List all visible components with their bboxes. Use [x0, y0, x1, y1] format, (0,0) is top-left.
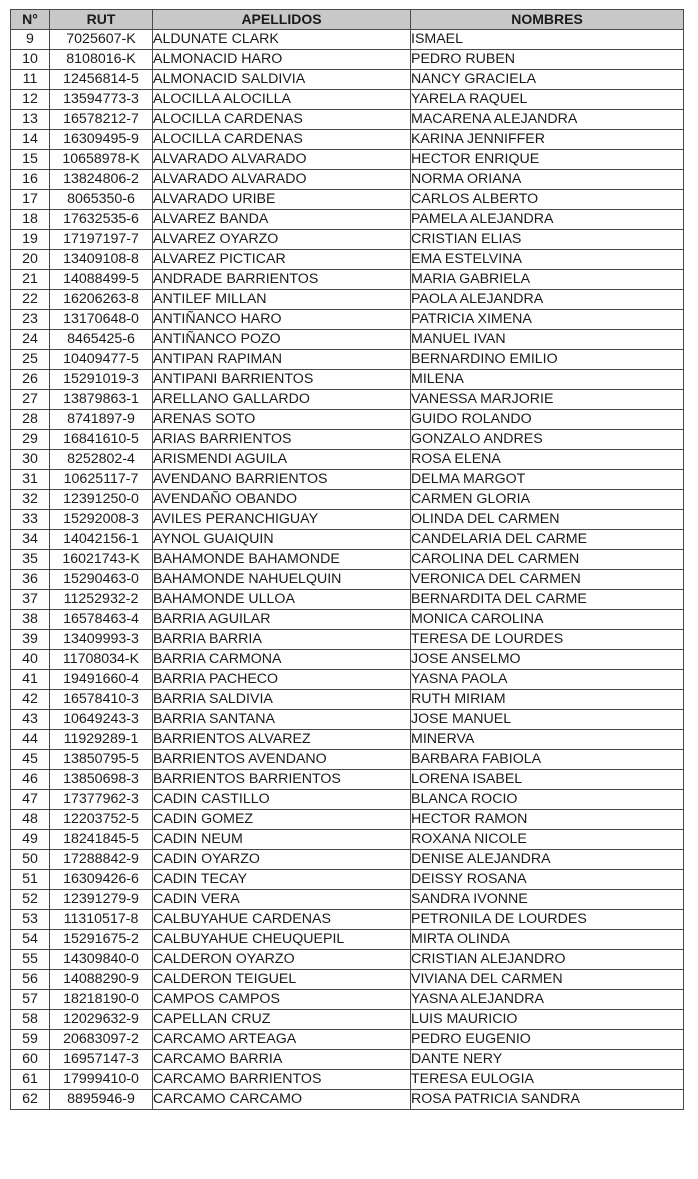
header-rut: RUT [50, 10, 153, 30]
row-rut: 17288842-9 [50, 850, 153, 870]
row-number: 21 [11, 270, 50, 290]
row-rut: 10649243-3 [50, 710, 153, 730]
row-nombres: PETRONILA DE LOURDES [411, 910, 684, 930]
table-row [11, 410, 684, 430]
table-row [11, 750, 684, 770]
row-apellidos: ANTILEF MILLAN [153, 290, 411, 310]
row-nombres: JOSE ANSELMO [411, 650, 684, 670]
row-apellidos: ARELLANO GALLARDO [153, 390, 411, 410]
row-rut: 16309495-9 [50, 130, 153, 150]
row-number: 33 [11, 510, 50, 530]
row-apellidos: CADIN CASTILLO [153, 790, 411, 810]
row-nombres: EMA ESTELVINA [411, 250, 684, 270]
table-row [11, 1050, 684, 1070]
row-rut: 18241845-5 [50, 830, 153, 850]
row-rut: 16841610-5 [50, 430, 153, 450]
table-row [11, 490, 684, 510]
row-rut: 13850795-5 [50, 750, 153, 770]
row-rut: 15292008-3 [50, 510, 153, 530]
row-apellidos: ALMONACID SALDIVIA [153, 70, 411, 90]
table-row [11, 850, 684, 870]
row-nombres: BLANCA ROCIO [411, 790, 684, 810]
row-nombres: LORENA ISABEL [411, 770, 684, 790]
table-row [11, 130, 684, 150]
row-number: 36 [11, 570, 50, 590]
row-apellidos: CADIN TECAY [153, 870, 411, 890]
row-number: 40 [11, 650, 50, 670]
row-nombres: KARINA JENNIFFER [411, 130, 684, 150]
row-apellidos: ALVARADO ALVARADO [153, 150, 411, 170]
row-number: 52 [11, 890, 50, 910]
row-number: 12 [11, 90, 50, 110]
row-nombres: BERNARDINO EMILIO [411, 350, 684, 370]
row-rut: 11252932-2 [50, 590, 153, 610]
row-apellidos: ANTIÑANCO HARO [153, 310, 411, 330]
row-apellidos: CALDERON OYARZO [153, 950, 411, 970]
table-header [11, 10, 684, 30]
table-row [11, 210, 684, 230]
row-apellidos: CAMPOS CAMPOS [153, 990, 411, 1010]
table-row [11, 510, 684, 530]
row-nombres: SANDRA IVONNE [411, 890, 684, 910]
row-nombres: YARELA RAQUEL [411, 90, 684, 110]
row-apellidos: ANTIÑANCO POZO [153, 330, 411, 350]
table-row [11, 690, 684, 710]
row-rut: 10658978-K [50, 150, 153, 170]
row-number: 35 [11, 550, 50, 570]
row-nombres: NORMA ORIANA [411, 170, 684, 190]
table-row [11, 1070, 684, 1090]
table-row [11, 70, 684, 90]
row-nombres: ROSA PATRICIA SANDRA [411, 1090, 684, 1110]
table-row [11, 1010, 684, 1030]
table-row [11, 890, 684, 910]
row-nombres: TERESA EULOGIA [411, 1070, 684, 1090]
row-apellidos: BAHAMONDE NAHUELQUIN [153, 570, 411, 590]
row-nombres: BERNARDITA DEL CARME [411, 590, 684, 610]
row-apellidos: BARRIENTOS BARRIENTOS [153, 770, 411, 790]
row-number: 9 [11, 30, 50, 50]
header-apellidos: APELLIDOS [153, 10, 411, 30]
row-rut: 17999410-0 [50, 1070, 153, 1090]
row-apellidos: ALOCILLA CARDENAS [153, 130, 411, 150]
row-nombres: PEDRO EUGENIO [411, 1030, 684, 1050]
table-row [11, 570, 684, 590]
row-nombres: VERONICA DEL CARMEN [411, 570, 684, 590]
row-apellidos: ALOCILLA ALOCILLA [153, 90, 411, 110]
row-nombres: JOSE MANUEL [411, 710, 684, 730]
row-rut: 10625117-7 [50, 470, 153, 490]
row-rut: 15290463-0 [50, 570, 153, 590]
row-number: 37 [11, 590, 50, 610]
row-nombres: MACARENA ALEJANDRA [411, 110, 684, 130]
row-apellidos: ANDRADE BARRIENTOS [153, 270, 411, 290]
row-number: 25 [11, 350, 50, 370]
row-number: 38 [11, 610, 50, 630]
row-number: 24 [11, 330, 50, 350]
row-number: 11 [11, 70, 50, 90]
row-number: 18 [11, 210, 50, 230]
row-nombres: LUIS MAURICIO [411, 1010, 684, 1030]
table-row [11, 650, 684, 670]
row-apellidos: ANTIPANI BARRIENTOS [153, 370, 411, 390]
table-row [11, 430, 684, 450]
row-apellidos: BARRIA CARMONA [153, 650, 411, 670]
row-apellidos: CADIN GOMEZ [153, 810, 411, 830]
row-number: 51 [11, 870, 50, 890]
table-row [11, 390, 684, 410]
row-number: 23 [11, 310, 50, 330]
table-row [11, 790, 684, 810]
row-rut: 16309426-6 [50, 870, 153, 890]
row-number: 60 [11, 1050, 50, 1070]
table-row [11, 50, 684, 70]
row-nombres: PAMELA ALEJANDRA [411, 210, 684, 230]
row-rut: 16578463-4 [50, 610, 153, 630]
row-apellidos: CARCAMO BARRIA [153, 1050, 411, 1070]
row-number: 19 [11, 230, 50, 250]
row-number: 17 [11, 190, 50, 210]
table-row [11, 930, 684, 950]
row-apellidos: CARCAMO ARTEAGA [153, 1030, 411, 1050]
table-row [11, 1090, 684, 1110]
row-nombres: MILENA [411, 370, 684, 390]
row-apellidos: ALVAREZ PICTICAR [153, 250, 411, 270]
row-apellidos: CADIN VERA [153, 890, 411, 910]
row-number: 43 [11, 710, 50, 730]
table-row [11, 230, 684, 250]
row-number: 31 [11, 470, 50, 490]
row-nombres: CANDELARIA DEL CARME [411, 530, 684, 550]
row-nombres: DELMA MARGOT [411, 470, 684, 490]
header-num: N° [11, 10, 50, 30]
table-row [11, 290, 684, 310]
row-number: 49 [11, 830, 50, 850]
row-nombres: GONZALO ANDRES [411, 430, 684, 450]
row-nombres: TERESA DE LOURDES [411, 630, 684, 650]
row-rut: 12391279-9 [50, 890, 153, 910]
table-row [11, 630, 684, 650]
row-nombres: DEISSY ROSANA [411, 870, 684, 890]
row-nombres: MINERVA [411, 730, 684, 750]
row-nombres: DANTE NERY [411, 1050, 684, 1070]
row-rut: 13170648-0 [50, 310, 153, 330]
row-nombres: NANCY GRACIELA [411, 70, 684, 90]
table-row [11, 470, 684, 490]
row-nombres: MIRTA OLINDA [411, 930, 684, 950]
row-number: 54 [11, 930, 50, 950]
table-row [11, 530, 684, 550]
table-row [11, 970, 684, 990]
row-rut: 15291675-2 [50, 930, 153, 950]
row-number: 55 [11, 950, 50, 970]
row-rut: 13824806-2 [50, 170, 153, 190]
row-number: 39 [11, 630, 50, 650]
row-nombres: HECTOR ENRIQUE [411, 150, 684, 170]
table-row [11, 250, 684, 270]
table-row [11, 710, 684, 730]
row-number: 16 [11, 170, 50, 190]
row-rut: 19491660-4 [50, 670, 153, 690]
row-rut: 16578212-7 [50, 110, 153, 130]
header-nombres: NOMBRES [411, 10, 684, 30]
row-number: 58 [11, 1010, 50, 1030]
row-nombres: CRISTIAN ELIAS [411, 230, 684, 250]
table-row [11, 110, 684, 130]
row-rut: 14309840-0 [50, 950, 153, 970]
table-row [11, 810, 684, 830]
table-body [11, 30, 684, 1110]
row-number: 44 [11, 730, 50, 750]
row-nombres: VANESSA MARJORIE [411, 390, 684, 410]
header-row [11, 10, 684, 30]
row-rut: 10409477-5 [50, 350, 153, 370]
row-number: 22 [11, 290, 50, 310]
row-rut: 16206263-8 [50, 290, 153, 310]
table-row [11, 330, 684, 350]
row-apellidos: AYNOL GUAIQUIN [153, 530, 411, 550]
row-rut: 18218190-0 [50, 990, 153, 1010]
row-apellidos: ALOCILLA CARDENAS [153, 110, 411, 130]
row-number: 14 [11, 130, 50, 150]
table-row [11, 770, 684, 790]
row-number: 56 [11, 970, 50, 990]
row-rut: 11310517-8 [50, 910, 153, 930]
row-nombres: YASNA ALEJANDRA [411, 990, 684, 1010]
row-apellidos: BARRIA SALDIVIA [153, 690, 411, 710]
row-rut: 12456814-5 [50, 70, 153, 90]
row-number: 62 [11, 1090, 50, 1110]
table-row [11, 950, 684, 970]
table-row [11, 910, 684, 930]
row-nombres: YASNA PAOLA [411, 670, 684, 690]
row-apellidos: CADIN NEUM [153, 830, 411, 850]
row-nombres: CARLOS ALBERTO [411, 190, 684, 210]
row-rut: 8895946-9 [50, 1090, 153, 1110]
row-number: 47 [11, 790, 50, 810]
row-number: 59 [11, 1030, 50, 1050]
roster-table [10, 9, 684, 1110]
row-rut: 14088499-5 [50, 270, 153, 290]
row-rut: 11708034-K [50, 650, 153, 670]
row-number: 42 [11, 690, 50, 710]
table-row [11, 830, 684, 850]
row-rut: 12029632-9 [50, 1010, 153, 1030]
row-rut: 13879863-1 [50, 390, 153, 410]
row-nombres: MANUEL IVAN [411, 330, 684, 350]
table-row [11, 190, 684, 210]
row-rut: 13409108-8 [50, 250, 153, 270]
row-apellidos: ALDUNATE CLARK [153, 30, 411, 50]
row-nombres: PATRICIA XIMENA [411, 310, 684, 330]
row-apellidos: BARRIA SANTANA [153, 710, 411, 730]
row-rut: 14042156-1 [50, 530, 153, 550]
row-rut: 16021743-K [50, 550, 153, 570]
row-nombres: ROXANA NICOLE [411, 830, 684, 850]
row-apellidos: BARRIA AGUILAR [153, 610, 411, 630]
row-nombres: CAROLINA DEL CARMEN [411, 550, 684, 570]
table-row [11, 310, 684, 330]
row-number: 50 [11, 850, 50, 870]
row-nombres: MONICA CAROLINA [411, 610, 684, 630]
row-apellidos: ALMONACID HARO [153, 50, 411, 70]
row-number: 30 [11, 450, 50, 470]
row-apellidos: ALVAREZ BANDA [153, 210, 411, 230]
table-row [11, 90, 684, 110]
row-rut: 13594773-3 [50, 90, 153, 110]
row-number: 29 [11, 430, 50, 450]
row-number: 61 [11, 1070, 50, 1090]
row-nombres: PAOLA ALEJANDRA [411, 290, 684, 310]
row-nombres: OLINDA DEL CARMEN [411, 510, 684, 530]
row-rut: 20683097-2 [50, 1030, 153, 1050]
row-nombres: MARIA GABRIELA [411, 270, 684, 290]
row-rut: 12203752-5 [50, 810, 153, 830]
row-apellidos: CARCAMO CARCAMO [153, 1090, 411, 1110]
row-apellidos: ANTIPAN RAPIMAN [153, 350, 411, 370]
table-row [11, 270, 684, 290]
table-row [11, 450, 684, 470]
row-number: 41 [11, 670, 50, 690]
row-apellidos: BARRIENTOS ALVAREZ [153, 730, 411, 750]
row-apellidos: ARENAS SOTO [153, 410, 411, 430]
table-row [11, 370, 684, 390]
table-row [11, 730, 684, 750]
row-number: 32 [11, 490, 50, 510]
table-row [11, 1030, 684, 1050]
row-nombres: VIVIANA DEL CARMEN [411, 970, 684, 990]
table-row [11, 670, 684, 690]
table-row [11, 550, 684, 570]
row-nombres: DENISE ALEJANDRA [411, 850, 684, 870]
row-rut: 14088290-9 [50, 970, 153, 990]
row-number: 34 [11, 530, 50, 550]
table-row [11, 610, 684, 630]
row-nombres: PEDRO RUBEN [411, 50, 684, 70]
row-nombres: ROSA ELENA [411, 450, 684, 470]
row-nombres: CARMEN GLORIA [411, 490, 684, 510]
row-rut: 8252802-4 [50, 450, 153, 470]
row-nombres: GUIDO ROLANDO [411, 410, 684, 430]
row-nombres: BARBARA FABIOLA [411, 750, 684, 770]
table-row [11, 170, 684, 190]
row-rut: 17632535-6 [50, 210, 153, 230]
row-number: 48 [11, 810, 50, 830]
table-row [11, 990, 684, 1010]
row-rut: 7025607-K [50, 30, 153, 50]
row-rut: 17377962-3 [50, 790, 153, 810]
row-rut: 8108016-K [50, 50, 153, 70]
row-rut: 8741897-9 [50, 410, 153, 430]
row-rut: 16578410-3 [50, 690, 153, 710]
row-apellidos: BAHAMONDE BAHAMONDE [153, 550, 411, 570]
row-number: 13 [11, 110, 50, 130]
row-rut: 16957147-3 [50, 1050, 153, 1070]
row-rut: 13850698-3 [50, 770, 153, 790]
row-rut: 13409993-3 [50, 630, 153, 650]
row-apellidos: BARRIA BARRIA [153, 630, 411, 650]
table-row [11, 30, 684, 50]
row-apellidos: CALDERON TEIGUEL [153, 970, 411, 990]
row-apellidos: CADIN OYARZO [153, 850, 411, 870]
row-nombres: ISMAEL [411, 30, 684, 50]
row-apellidos: ALVARADO ALVARADO [153, 170, 411, 190]
row-apellidos: AVILES PERANCHIGUAY [153, 510, 411, 530]
table-row [11, 590, 684, 610]
row-rut: 17197197-7 [50, 230, 153, 250]
row-number: 53 [11, 910, 50, 930]
row-number: 46 [11, 770, 50, 790]
row-nombres: HECTOR RAMON [411, 810, 684, 830]
row-apellidos: CALBUYAHUE CHEUQUEPIL [153, 930, 411, 950]
row-number: 45 [11, 750, 50, 770]
table-row [11, 870, 684, 890]
row-rut: 8465425-6 [50, 330, 153, 350]
table-row [11, 350, 684, 370]
row-number: 26 [11, 370, 50, 390]
row-apellidos: BARRIA PACHECO [153, 670, 411, 690]
row-apellidos: BARRIENTOS AVENDANO [153, 750, 411, 770]
row-number: 20 [11, 250, 50, 270]
row-rut: 15291019-3 [50, 370, 153, 390]
row-number: 57 [11, 990, 50, 1010]
row-apellidos: CAPELLAN CRUZ [153, 1010, 411, 1030]
row-apellidos: ARIAS BARRIENTOS [153, 430, 411, 450]
row-number: 28 [11, 410, 50, 430]
row-apellidos: AVENDANO BARRIENTOS [153, 470, 411, 490]
table-row [11, 150, 684, 170]
row-rut: 11929289-1 [50, 730, 153, 750]
row-apellidos: CALBUYAHUE CARDENAS [153, 910, 411, 930]
row-apellidos: ALVAREZ OYARZO [153, 230, 411, 250]
row-apellidos: ALVARADO URIBE [153, 190, 411, 210]
row-rut: 8065350-6 [50, 190, 153, 210]
row-apellidos: CARCAMO BARRIENTOS [153, 1070, 411, 1090]
row-apellidos: ARISMENDI AGUILA [153, 450, 411, 470]
row-nombres: CRISTIAN ALEJANDRO [411, 950, 684, 970]
row-rut: 12391250-0 [50, 490, 153, 510]
row-number: 10 [11, 50, 50, 70]
row-number: 27 [11, 390, 50, 410]
row-nombres: RUTH MIRIAM [411, 690, 684, 710]
row-apellidos: AVENDAÑO OBANDO [153, 490, 411, 510]
row-apellidos: BAHAMONDE ULLOA [153, 590, 411, 610]
row-number: 15 [11, 150, 50, 170]
